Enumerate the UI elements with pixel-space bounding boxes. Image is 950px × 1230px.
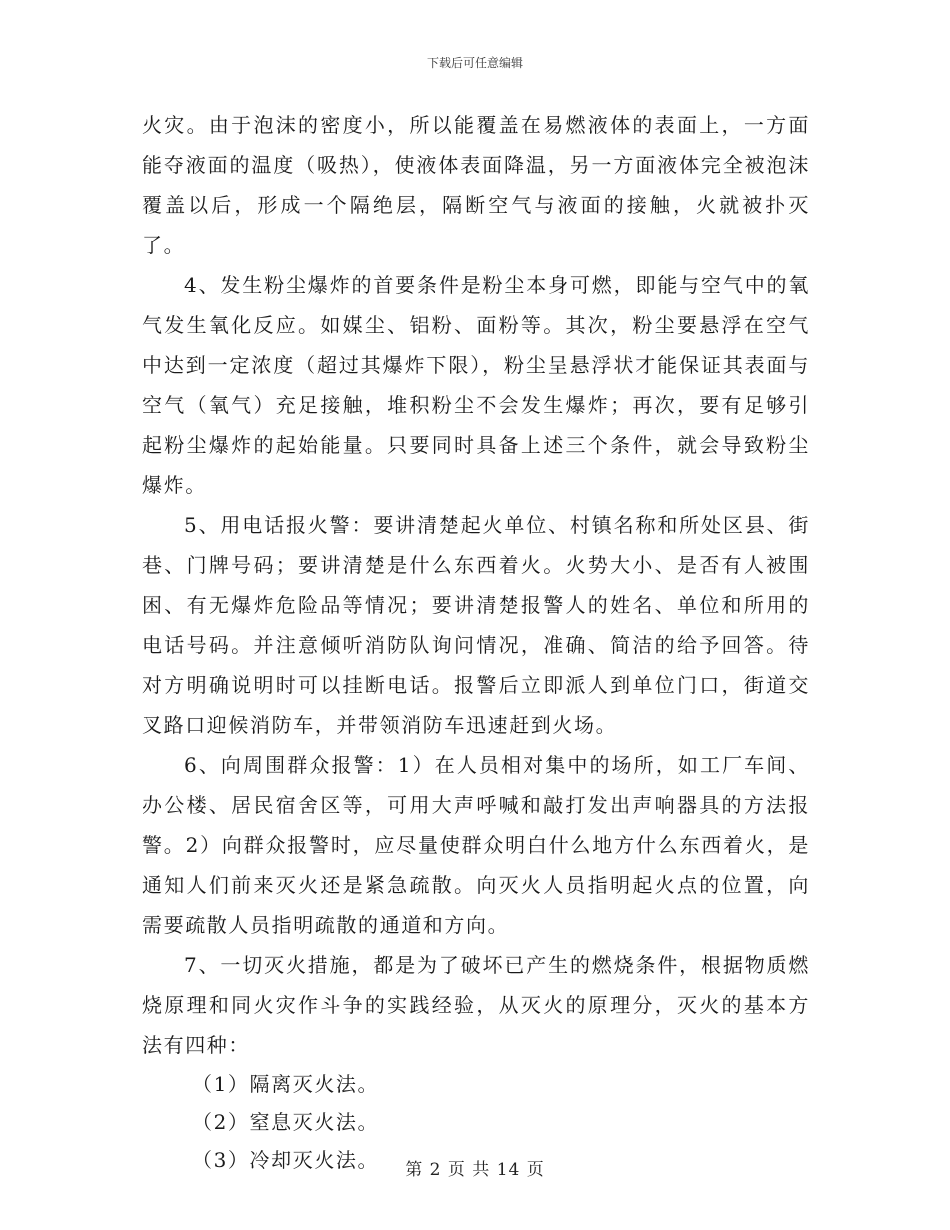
list-item-suffocation-method: （2）窒息灭火法。 [192,1110,380,1134]
paragraph-phone-fire-alarm: 5、用电话报火警：要讲清楚起火单位、村镇名称和所处区县、街巷、门牌号码；要讲清楚是什么东西着火。火势大小、是否有人被围困、有无爆炸危险品等情况；要讲清楚报警人的姓名、单位和所用的电话号码。并注意倾听消防队询问情况，准确、简洁的给予回答。待对方明确说明时可以挂断电话。报警后立即派人到单位门口，街道交叉路口迎候消防车，并带领消防车迅速赶到火场。 [142,513,810,737]
page-header-note: 下载后可任意编辑 [426,56,523,70]
list-item-cooling-method: （3）冷却灭火法。 [192,1148,380,1172]
document-body [142,105,810,1179]
paragraph-extinguishing-methods: 7、一切灭火措施，都是为了破坏已产生的燃烧条件，根据物质燃烧原理和同火灾作斗争的实践经验，从灭火的原理分，灭火的基本方法有四种： [142,953,810,1057]
paragraph-foam-extinguishing: 火灾。由于泡沫的密度小，所以能覆盖在易燃液体的表面上，一方面能夺液面的温度（吸热），使液体表面降温，另一方面液体完全被泡沫覆盖以后，形成一个隔绝层，隔断空气与液面的接触，火就被扑灭了。 [142,113,810,257]
paragraph-dust-explosion: 4、发生粉尘爆炸的首要条件是粉尘本身可燃，即能与空气中的氧气发生氧化反应。如媒尘、铝粉、面粉等。其次，粉尘要悬浮在空气中达到一定浓度（超过其爆炸下限），粉尘呈悬浮状才能保证其表面与空气（氧气）充足接触，堆积粉尘不会发生爆炸；再次，要有足够引起粉尘爆炸的起始能量。只要同时具备上述三个条件，就会导致粉尘爆炸。 [142,273,810,497]
list-item-isolation-method: （1）隔离灭火法。 [192,1072,380,1096]
paragraph-crowd-alarm: 6、向周围群众报警：1）在人员相对集中的场所，如工厂车间、办公楼、居民宿舍区等，可用大声呼喊和敲打发出声响器具的方法报警。2）向群众报警时，应尽量使群众明白什么地方什么东西着火，是通知人们前来灭火还是紧急疏散。向灭火人员指明起火点的位置，向需要疏散人员指明疏散的通道和方向。 [142,753,810,937]
page-number-footer: 第 2 页 共 14 页 [405,1160,545,1180]
